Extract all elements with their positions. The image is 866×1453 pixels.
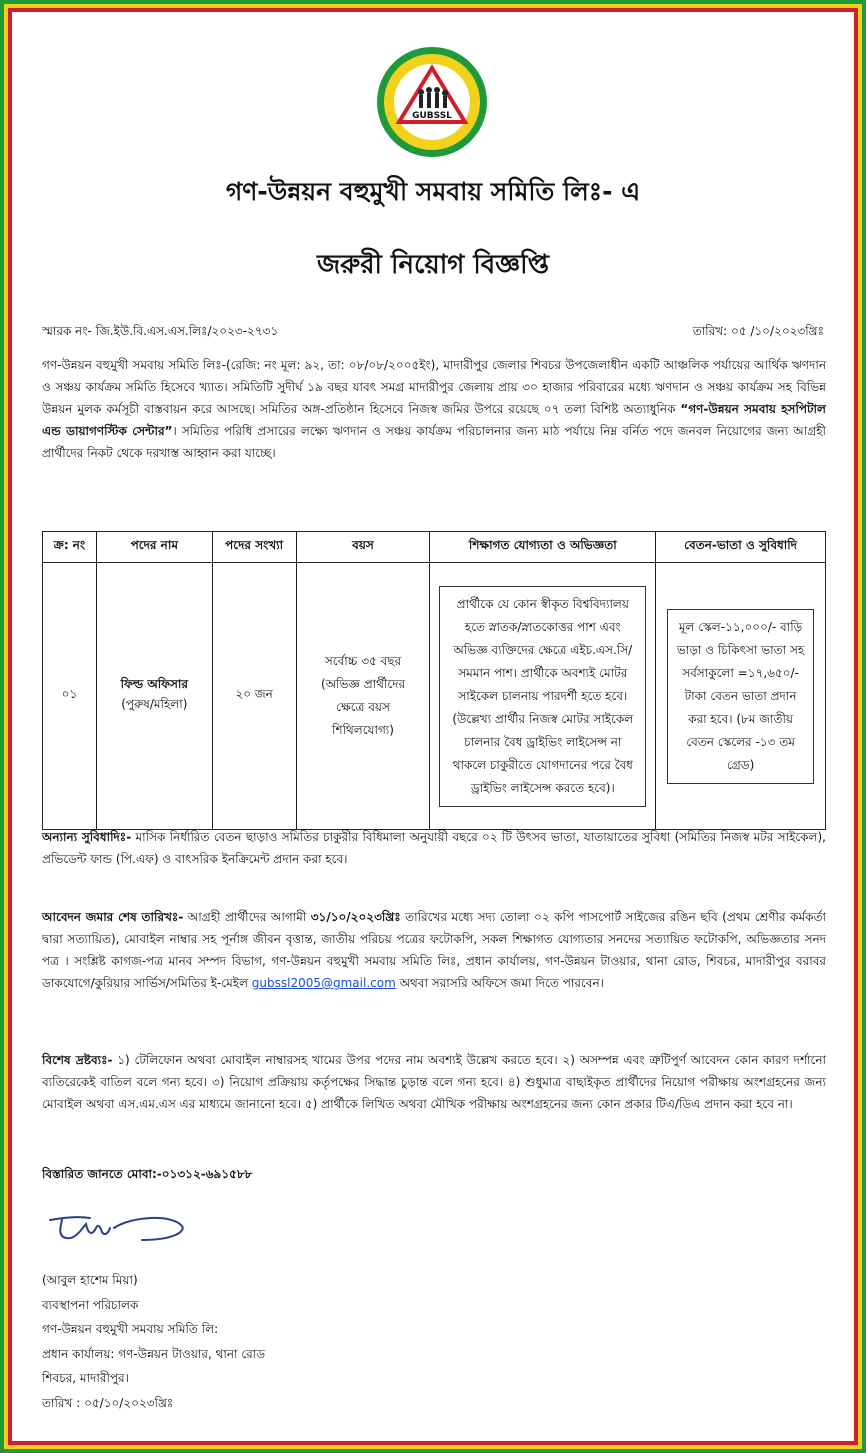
qualification-text: প্রার্থীকে যে কোন স্বীকৃত বিশ্ববিদ্যালয় হতে স্নাতক/স্নাতকোত্তর পাশ এবং অভিজ্ঞ ব্যক্তিদের ক্ষেত্রে এইচ.এস.সি/ সমমান পাশ। প্রার্থীকে অবশ্যই মোটর সাইকেল চালনায় পারদর্শী হতে হবে। (উল্লেখ্য প্রার্থীর নিজস্ব মোটর সাইকেল চালনার বৈধ ড্রাইভিং লাইসেন্স না থাকলে চাকুরীতে যোগদানের পরে বৈধ ড্রাইভিং লাইসেন্স করতে হবে)। [439, 586, 646, 807]
signatory-block [42, 1268, 265, 1415]
special-note-label: বিশেষ দ্রষ্টব্যঃ- [42, 1053, 113, 1067]
deadline-text-1: আগ্রহী প্রার্থীদের আগামী [183, 910, 311, 924]
gubssl-logo [374, 44, 490, 160]
header-post: পদের নাম [96, 532, 212, 563]
memo-reference: স্মারক নং- জি.ইউ.বি.এস.এস.লিঃ/২০২৩-২৭৩১ [42, 324, 279, 338]
organization-heading: গণ-উন্নয়ন বহুমুখী সমবায় সমিতি লিঃ- এ [225, 177, 641, 206]
deadline-date: ৩১/১০/২০২৩খ্রিঃ [310, 910, 401, 924]
signatory-date: তারিখ : ০৫/১০/২০২৩খ্রিঃ [42, 1395, 174, 1410]
table-row [43, 563, 826, 830]
deadline-text-2: তারিখের মধ্যে সদ্য তোলা ০২ কপি পাসপোর্ট সাইজের রঙিন ছবি (প্রথম শ্রেণীর কর্মকর্তা দ্বারা সত্যায়িত), মোবাইল নাম্বার সহ পূর্নাঙ্গ জীবন বৃত্তান্ত, জাতীয় পরিচয় পত্রের ফটোকপি, সকল শিক্ষাগত যোগ্যতার সনদের সত্যায়িত ফটোকপি, অভিজ্ঞতার সনদ পত্র । সংশ্লিষ্ট কাগজ-পত্র মানব সম্পদ বিভাগ, গণ-উন্নয়ন বহুমুখী সমবায় সমিতি লিঃ, প্রধান কার্যালয়, গণ-উন্নয়ন টাওয়ার, থানা রোড, শিবচর, মাদারীপুর বরাবর ডাকযোগে/কুরিয়ার সার্ভিস/সমিতির ই-মেইল [42, 910, 826, 990]
deadline-text-3: অথবা সরাসরি অফিসে জমা দিতে পারবেন। [395, 976, 604, 990]
cell-serial: ০১ [43, 563, 97, 830]
header-salary: বেতন-ভাতা ও সুবিধাদি [656, 532, 826, 563]
salary-text: মূল স্কেল-১১,০০০/- বাড়ি ভাড়া ও চিকিৎসা ভাতা সহ সর্বসাকুলো =১৭,৬৫০/- টাকা বেতন ভাতা প্রদান করা হবে। (৮ম জাতীয় বেতন স্কেলের -১৩ তম গ্রেড) [667, 609, 814, 784]
special-note-text: ১) টেলিফোন অথবা মোবাইল নাম্বারসহ খামের উপর পদের নাম অবশ্যই উল্লেখ করতে হবে। ২) অসম্পন্ন এবং ত্রুটিপুর্ণ আবেদন কোন কারণ দর্শানো ব্যতিরেকেই বাতিল বলে গন্য হবে। ৩) নিয়োগ প্রক্রিয়ায় কর্তৃপক্ষের সিদ্ধান্ত চুড়ান্ত বলে গন্য হবে। ৪) শুধুমাত্র বাছাইকৃত প্রার্থীদের নিয়োগ পরীক্ষায় অংশগ্রহনের জন্য মোবাইল অথবা এস.এম.এস এর মাধ্যমে জানানো হবে। ৫) প্রার্থীকে লিখিত অথবা মৌখিক পরীক্ষায় অংশগ্রহনের জন্য কোন প্রকার টিএ/ডিএ প্রদান করা হবে না। [42, 1053, 826, 1111]
cell-count: ২০ জন [212, 563, 296, 830]
signatory-organization: গণ-উন্নয়ন বহুমুখী সমবায় সমিতি লি: [42, 1322, 219, 1336]
signatory-place: শিবচর, মাদারীপুর। [42, 1371, 129, 1385]
other-benefits-paragraph [42, 826, 826, 870]
intro-text-1: গণ-উন্নয়ন বহুমুখী সমবায় সমিতি লিঃ-(রেজি: নং মূল: ৯২, তা: ০৮/০৮/২০০৫ইং), মাদারীপুর জেলার শিবচর উপজেলাধীন একটি আঞ্চলিক পর্যায়ের আর্থিক ঋণদান ও সঞ্চয় কার্যক্রম সমিতি হিসেবে খ্যাত। সমিতিটি সুদীর্ঘ ১৯ বছর যাবৎ সমগ্র মাদারীপুর জেলায় প্রায় ৩০ হাজার পরিবারের মধ্যে ঋণদান ও সঞ্চয় কার্যক্রম সহ বিভিন্ন উন্নয়ন মুলক কর্মসূচী বাস্তবায়ন করে আসছে। সমিতির অঙ্গ-প্রতিষ্ঠান হিসেবে নিজস্ব জমির উপরে রয়েছে ০৭ তলা বিশিষ্ট অত্যাধুনিক [42, 358, 826, 416]
signatory-name: (আবুল হাশেম মিয়া) [42, 1273, 138, 1287]
cell-qualification [430, 563, 656, 830]
memo-date: তারিখ: ০৫ /১০/২০২৩খ্রিঃ [692, 324, 824, 338]
notice-title: জরুরী নিয়োগ বিজ্ঞপ্তি [317, 250, 549, 280]
signatory-designation: ব্যবস্থাপনা পরিচালক [42, 1297, 139, 1312]
post-gender: (পুরুষ/মহিলা) [121, 697, 188, 711]
cell-post [96, 563, 212, 830]
table-header-row [43, 532, 826, 563]
other-benefits-label: অন্যান্য সুবিধাদিঃ- [42, 830, 132, 844]
header-qualification: শিক্ষাগত যোগ্যতা ও অভিজ্ঞতা [430, 532, 656, 563]
cell-salary [656, 563, 826, 830]
special-note-paragraph [42, 1049, 826, 1115]
hospital-name: “গণ-উন্নয়ন সমবায় হসপিটাল এন্ড ডায়াগণস্টিক সেন্টার” [42, 402, 826, 438]
email-link[interactable]: gubssl2005@gmail.com [251, 976, 396, 990]
intro-text-2: । সমিতির পরিধি প্রসারের লক্ষ্যে ঋণদান ও সঞ্চয় কার্যক্রম পরিচালনার জন্য মাঠ পর্যায়ে নিম্ন বর্নিত পদে জনবল নিয়োগের জন্য আগ্রহী প্রার্থীদের নিকট থেকে দরখাস্ত আহ্বান করা যাচ্ছে। [42, 424, 826, 460]
signatory-office: প্রধান কার্যালয়: গণ-উন্নয়ন টাওয়ার, থানা রোড [42, 1346, 266, 1361]
logo-text: GUBSSL [412, 111, 452, 121]
header-age: বয়স [296, 532, 430, 563]
other-benefits-text: মাসিক নির্ধারিত বেতন ছাড়াও সমিতির চাকুরীর বিধিমালা অনুযায়ী বছরে ০২ টি উৎসব ভাতা, যাতায়াতের সুবিধা (সমিতির নিজস্ব মটর সাইকেল), প্রভিডেন্ট ফান্ড (পি.এফ) ও বাৎসরিক ইনক্রিমেন্ট প্রদান করা হবে। [42, 830, 826, 866]
contact-line: বিস্তারিত জানতে মোবা:-০১৩১২-৬৯১৫৮৮ [42, 1167, 253, 1181]
intro-paragraph [42, 354, 826, 464]
deadline-label: আবেদন জমার শেষ তারিখঃ- [42, 910, 184, 924]
deadline-paragraph [42, 906, 826, 994]
header-serial: ক্র: নং [43, 532, 97, 563]
signature-image [42, 1206, 192, 1256]
post-name: ফিল্ড অফিসার [120, 677, 188, 691]
header-count: পদের সংখ্যা [212, 532, 296, 563]
vacancy-table [42, 531, 826, 830]
cell-age: সর্বোচ্চ ৩৫ বছর (অভিজ্ঞ প্রার্থীদের ক্ষেত্রে বয়স শিথিলযোগ্য) [296, 563, 430, 830]
